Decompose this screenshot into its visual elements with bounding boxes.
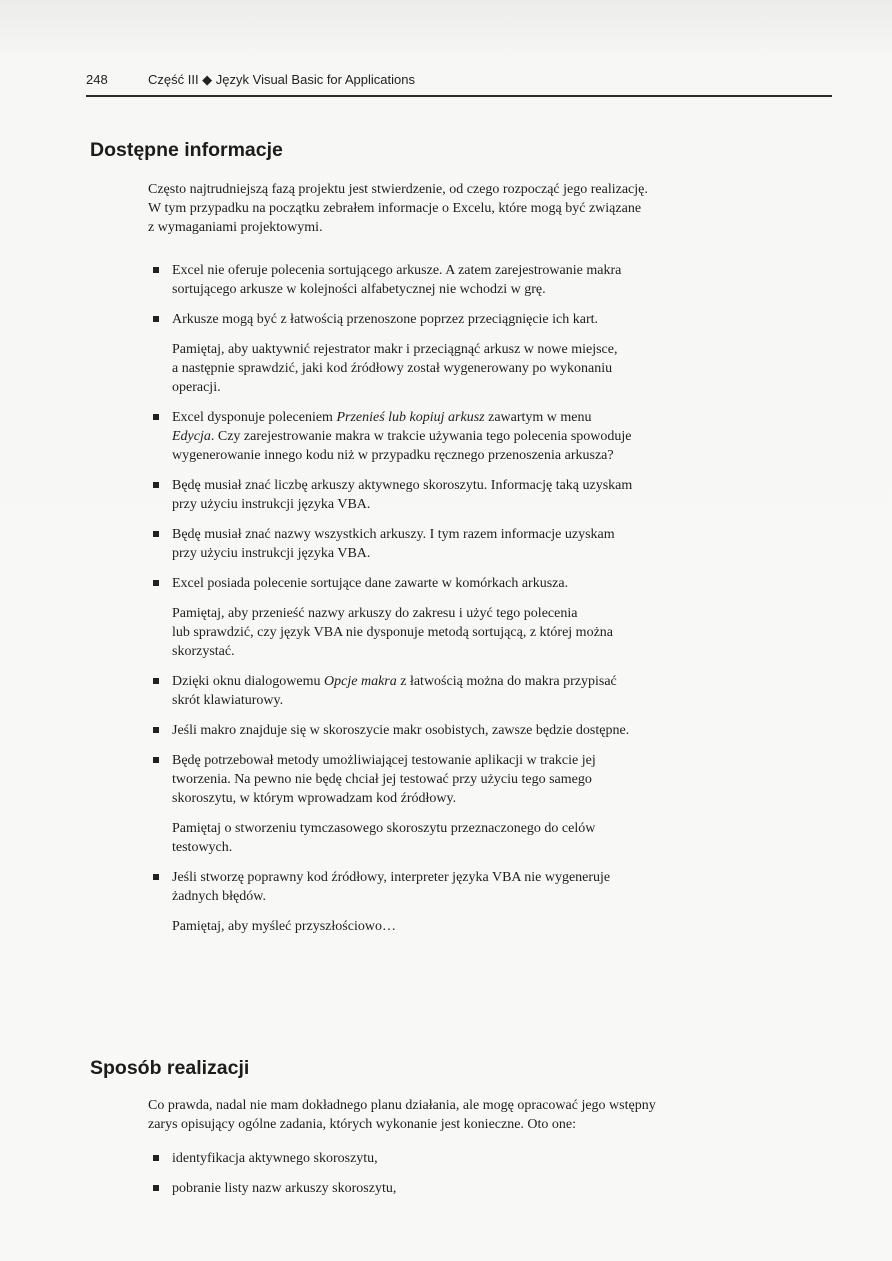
item-line: Będę musiał znać liczbę arkuszy aktywnego skoroszytu. Informację taką uzyskam <box>172 478 633 493</box>
item-note <box>148 604 828 661</box>
note-line: testowych. <box>172 840 233 855</box>
item-line: Jeśli stworzę poprawny kod źródłowy, interpreter języka VBA nie wygeneruje <box>172 870 611 885</box>
header-rule <box>86 95 832 97</box>
info-bullet-list <box>148 261 828 936</box>
note-line: a następnie sprawdzić, jaki kod źródłowy został wygenerowany po wykonaniu <box>172 361 613 376</box>
intro-line: zarys opisujący ogólne zadania, których wykonanie jest konieczne. Oto one: <box>148 1117 577 1132</box>
note-line: Pamiętaj o stworzeniu tymczasowego skoroszytu przeznaczonego do celów <box>172 821 596 836</box>
bullet-square-icon <box>153 1155 159 1161</box>
bullet-square-icon <box>153 580 159 586</box>
list-item <box>148 476 828 514</box>
list-item <box>148 574 828 593</box>
menu-command-name: Przenieś lub kopiuj arkusz <box>336 410 485 425</box>
list-item <box>148 672 828 710</box>
list-item <box>148 721 828 740</box>
list-item <box>148 525 828 563</box>
item-line: żadnych błędów. <box>172 889 266 904</box>
bullet-square-icon <box>153 678 159 684</box>
item-line: Dzięki oknu dialogowemu Opcje makra z łatwością można do makra przypisać <box>172 674 617 689</box>
item-line: skrót klawiaturowy. <box>172 693 284 708</box>
item-line: Arkusze mogą być z łatwością przenoszone poprzez przeciągnięcie ich kart. <box>172 312 599 327</box>
section-heading-sposob-realizacji: Sposób realizacji <box>90 1057 250 1079</box>
bullet-square-icon <box>153 531 159 537</box>
bullet-square-icon <box>153 757 159 763</box>
intro-line: W tym przypadku na początku zebrałem informacje o Excelu, które mogą być związane <box>148 201 642 216</box>
item-line: Edycja. Czy zarejestrowanie makra w trakcie używania tego polecenia spowoduje <box>172 429 632 444</box>
note-line: Pamiętaj, aby uaktywnić rejestrator makr i przeciągnąć arkusz w nowe miejsce, <box>172 342 618 357</box>
note-line: Pamiętaj, aby przenieść nazwy arkuszy do zakresu i użyć tego polecenia <box>172 606 578 621</box>
bullet-square-icon <box>153 1185 159 1191</box>
list-item <box>148 1149 828 1168</box>
list-item <box>148 310 828 329</box>
item-line: Będę musiał znać nazwy wszystkich arkuszy. I tym razem informacje uzyskam <box>172 527 615 542</box>
item-line: przy użyciu instrukcji języka VBA. <box>172 546 371 561</box>
task-bullet-list <box>148 1149 828 1198</box>
bullet-square-icon <box>153 874 159 880</box>
list-item <box>148 408 828 465</box>
item-line: identyfikacja aktywnego skoroszytu, <box>172 1151 378 1166</box>
page-number: 248 <box>86 72 108 87</box>
bullet-square-icon <box>153 482 159 488</box>
intro-line: z wymaganiami projektowymi. <box>148 220 323 235</box>
bullet-square-icon <box>153 727 159 733</box>
bullet-square-icon <box>153 267 159 273</box>
item-note <box>148 340 828 397</box>
item-line: skoroszytu, w którym wprowadzam kod źródłowy. <box>172 791 457 806</box>
note-line: lub sprawdzić, czy język VBA nie dysponuje metodą sortującą, z której można <box>172 625 613 640</box>
item-note <box>148 917 828 936</box>
intro-line: Często najtrudniejszą fazą projektu jest stwierdzenie, od czego rozpocząć jego realizację. <box>148 182 648 197</box>
list-item <box>148 751 828 808</box>
section2-intro <box>148 1096 838 1134</box>
note-line: skorzystać. <box>172 644 235 659</box>
note-line: Pamiętaj, aby myśleć przyszłościowo… <box>172 919 396 934</box>
item-line: Jeśli makro znajduje się w skoroszycie makr osobistych, zawsze będzie dostępne. <box>172 723 630 738</box>
item-line: pobranie listy nazw arkuszy skoroszytu, <box>172 1181 397 1196</box>
list-item <box>148 261 828 299</box>
item-note <box>148 819 828 857</box>
list-item <box>148 868 828 906</box>
menu-name: Edycja <box>172 429 211 444</box>
bullet-square-icon <box>153 316 159 322</box>
bullet-square-icon <box>153 414 159 420</box>
note-line: operacji. <box>172 380 221 395</box>
item-line: Będę potrzebował metody umożliwiającej testowanie aplikacji w trakcie jej <box>172 753 596 768</box>
item-line: Excel nie oferuje polecenia sortującego arkusze. A zatem zarejestrowanie makra <box>172 263 622 278</box>
item-line: Excel posiada polecenie sortujące dane zawarte w komórkach arkusza. <box>172 576 569 591</box>
dialog-name: Opcje makra <box>324 674 397 689</box>
item-line: wygenerowanie innego kodu niż w przypadku ręcznego przenoszenia arkusza? <box>172 448 614 463</box>
item-line: tworzenia. Na pewno nie będę chciał jej testować przy użyciu tego samego <box>172 772 592 787</box>
item-line: przy użyciu instrukcji języka VBA. <box>172 497 371 512</box>
intro-line: Co prawda, nadal nie mam dokładnego planu działania, ale mogę opracować jego wstępny <box>148 1098 656 1113</box>
section1-intro <box>148 180 838 237</box>
item-line: sortującego arkusze w kolejności alfabetycznej nie wchodzi w grę. <box>172 282 546 297</box>
running-title: Część III ◆ Język Visual Basic for Applications <box>148 72 415 87</box>
list-item <box>148 1179 828 1198</box>
item-line: Excel dysponuje poleceniem Przenieś lub kopiuj arkusz zawartym w menu <box>172 410 592 425</box>
section-heading-dostepne-informacje: Dostępne informacje <box>90 139 283 161</box>
